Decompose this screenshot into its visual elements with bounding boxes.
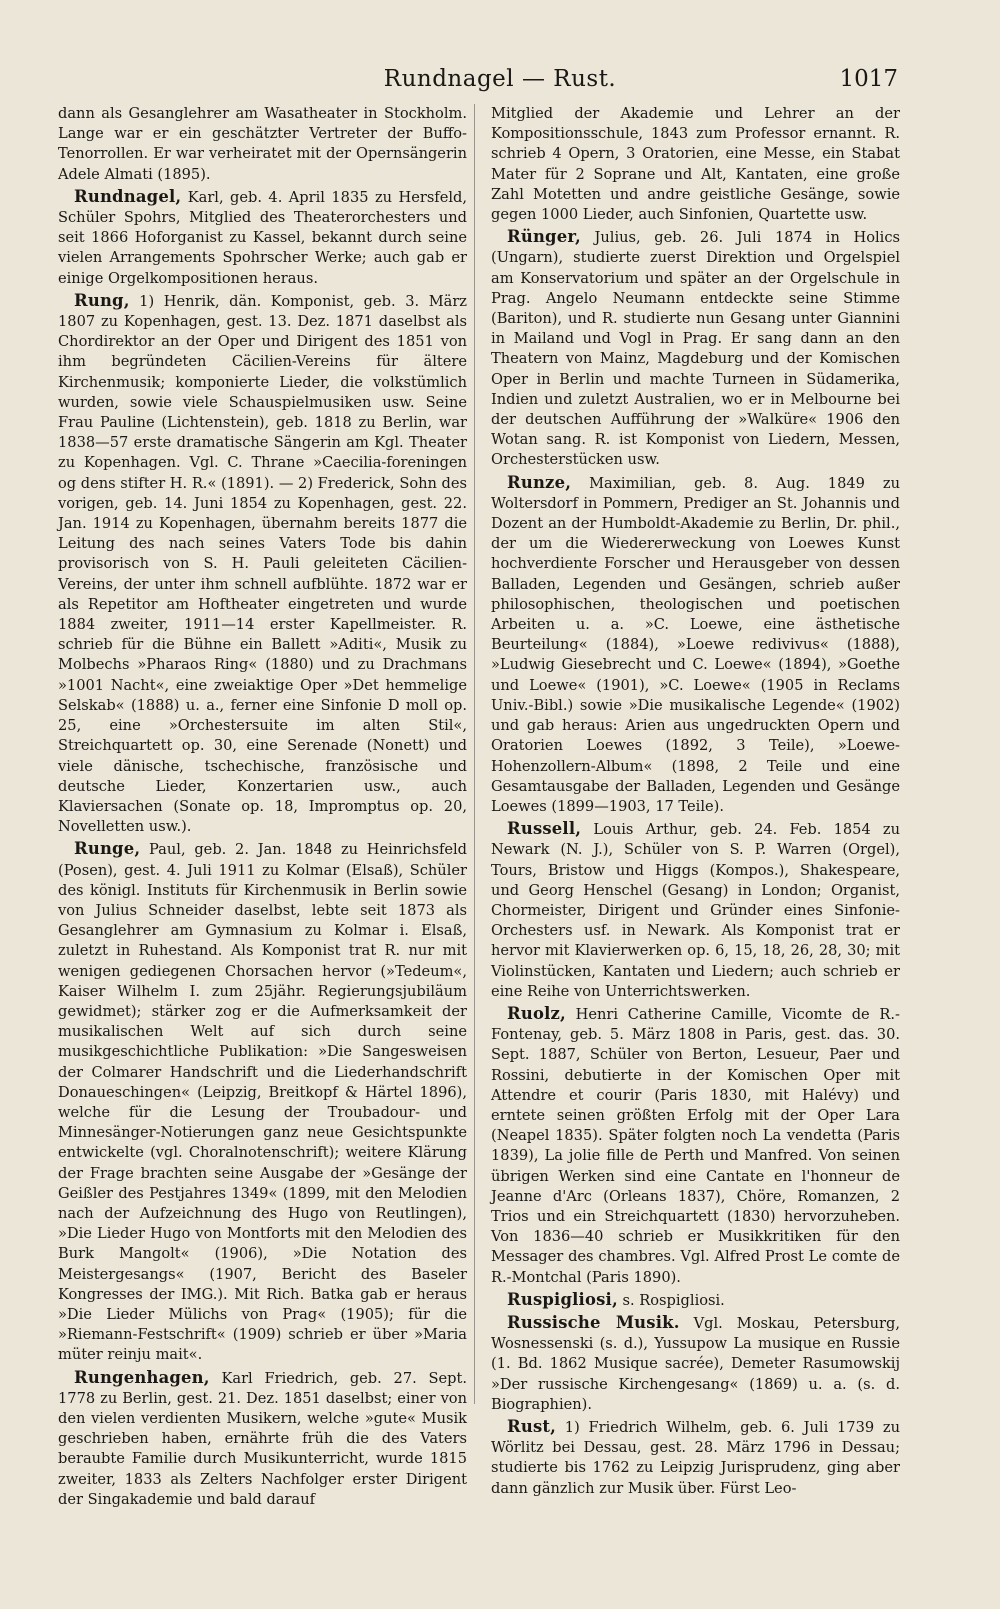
dictionary-entry: [491, 1290, 900, 1311]
right-column: [491, 104, 900, 1501]
dictionary-entry: [58, 291, 467, 837]
dictionary-entry: [491, 1417, 900, 1499]
dictionary-entry: [491, 104, 900, 225]
entry-headword: Ruspigliosi,: [507, 1289, 618, 1309]
entry-text: Karl, geb. 4. April 1835 zu Hersfeld, Schüler Spohrs, Mitglied des Theaterorchesters und seit 1866 Hoforganist zu Kassel, bekannt durch seine vielen Arrangements Spohrscher Werke; auch gab er einige Orgelkompositionen heraus.: [58, 188, 467, 287]
entry-headword: Rundnagel,: [74, 186, 182, 206]
entry-text: Maximilian, geb. 8. Aug. 1849 zu Woltersdorf in Pommern, Prediger an St. Johannis und Dozent an der Humboldt-Akademie zu Berlin, Dr. phil., der um die Wiedererweckung von Loewes Kunst hochverdiente Forscher und Herausgeber von dessen Balladen, Legenden und Gesängen, schrieb außer philosophischen, theologischen und poetischen Arbeiten u. a. »C. Loewe, eine ästhetische Beurteilung« (1884), »Loewe redivivus« (1888), »Ludwig Giesebrecht und C. Loewe« (1894), »Goethe und Loewe« (1901), »C. Loewe« (1905 in Reclams Univ.-Bibl.) sowie »Die musikalische Legende« (1902) und gab heraus: Arien aus ungedruckten Opern und Oratorien Loewes (1892, 3 Teile), »Loewe-Hohenzollern-Album« (1898, 2 Teile und eine Gesamtausgabe der Balladen, Legenden und Gesänge Loewes (1899—1903, 17 Teile).: [491, 474, 900, 815]
header-title: Rundnagel — Rust.: [383, 66, 617, 92]
entry-text: Julius, geb. 26. Juli 1874 in Holics (Ungarn), studierte zuerst Direktion und Orgelspiel am Konservatorium und später an der Orgelschule in Prag. Angelo Neumann entdeckte seine Stimme (Bariton), und R. studierte nun Gesang unter Giannini in Mailand und Vogl in Prag. Er sang dann an den Theatern von Mainz, Magdeburg und der Komischen Oper in Berlin und machte Turneen in Südamerika, Indien und zuletzt Australien, wo er in Melbourne bei der deutschen Aufführung der »Walküre« 1906 den Wotan sang. R. ist Komponist von Liedern, Messen, Orchesterstücken usw.: [491, 229, 900, 469]
dictionary-entry: [58, 1368, 467, 1510]
entry-text: Henri Catherine Camille, Vicomte de R.-Fontenay, geb. 5. März 1808 in Paris, gest. das. 30. Sept. 1887, Schüler von Berton, Lesueur, Paer und Rossini, debutierte in der Komischen Oper mit Attendre et courir (Paris 1830, mit Halévy) und erntete seinen größten Erfolg mit der Oper Lara (Neapel 1835). Später folgten noch La vendetta (Paris 1839), La jolie fille de Perth und Manfred. Von seinen übrigen Werken sind eine Cantate en l'honneur de Jeanne d'Arc (Orleans 1837), Chöre, Romanzen, 2 Trios und ein Streichquartett (1830) hervorzuheben. Von 1836—40 schrieb er Musikkritiken für den Messager des chambres. Vgl. Alfred Prost Le comte de R.-Montchal (Paris 1890).: [491, 1005, 900, 1286]
entry-headword: Rungenhagen,: [74, 1367, 210, 1387]
page-number: 1017: [839, 66, 898, 92]
dictionary-entry: [491, 819, 900, 1002]
entry-headword: Rust,: [507, 1417, 557, 1436]
entry-text: Paul, geb. 2. Jan. 1848 zu Heinrichsfeld (Posen), gest. 4. Juli 1911 zu Kolmar (Elsaß), Schüler des königl. Instituts für Kirchenmusik in Berlin sowie von Julius Schneider daselbst, lebte seit 1873 als Gesanglehrer am Gymnasium zu Kolmar i. Elsaß, zuletzt in Ruhestand. Als Komponist trat R. nur mit wenigen gediegenen Chorsachen hervor (»Tedeum«, Kaiser Wilhelm I. zum 25jähr. Regierungsjubiläum gewidmet); stärker zog er die Aufmerksamkeit der musikalischen Welt auf sich durch seine musikgeschichtliche Publikation: »Die Sangesweisen der Colmarer Handschrift und die Liederhandschrift Donaueschingen« (Leipzig, Breitkopf & Härtel 1896), welche für die Lesung der Troubadour- und Minnesänger-Notierungen ganz neue Gesichtspunkte entwickelte (vgl. Choralnotenschrift); weitere Klärung der Frage brachten seine Ausgabe der »Gesänge der Geißler des Pestjahres 1349« (1899, mit den Melodien nach der Aufzeichnung des Hugo von Reutlingen), »Die Lieder Hugo von Montforts mit den Melodien des Burk Mangolt« (1906), »Die Notation des Meistergesangs« (1907, Bericht des Baseler Kongresses der IMG.). Mit Rich. Batka gab er heraus »Die Lieder Mülichs von Prag« (1905); für die »Riemann-Festschrift« (1909) schrieb er über »Maria müter reinju mait«.: [58, 841, 467, 1364]
running-header: [0, 64, 1000, 104]
dictionary-entry: [491, 473, 900, 817]
entry-text: Mitglied der Akademie und Lehrer an der Kompositionsschule, 1843 zum Professor ernannt. R. schrieb 4 Opern, 3 Oratorien, eine Messe, ein Stabat Mater für 2 Soprane und Alt, Kantaten, eine große Zahl Motetten und andre geistliche Gesänge, sowie gegen 1000 Lieder, auch Sinfonien, Quartette usw.: [491, 105, 900, 224]
entry-headword: Rung,: [74, 290, 130, 310]
dictionary-entry: [491, 227, 900, 470]
column-divider: [474, 104, 475, 1404]
entry-headword: Runge,: [74, 839, 141, 859]
entry-headword: Ruolz,: [507, 1003, 566, 1023]
dictionary-entry: [58, 839, 467, 1365]
entry-headword: Russell,: [507, 819, 582, 839]
entry-text: 1) Henrik, dän. Komponist, geb. 3. März 1807 zu Kopenhagen, gest. 13. Dez. 1871 daselbst als Chordirektor an der Oper und Dirigent des 1851 von ihm begründeten Cäcilien-Vereins für ältere Kirchenmusik; komponierte Lieder, die volkstümlich wurden, sowie viele Schauspielmusiken usw. Seine Frau Pauline (Lichtenstein), geb. 1818 zu Berlin, war 1838—57 erste dramatische Sängerin am Kgl. Theater zu Kopenhagen. Vgl. C. Thrane »Caecilia-foreningen og dens stifter H. R.« (1891). — 2) Frederick, Sohn des vorigen, geb. 14. Juni 1854 zu Kopenhagen, gest. 22. Jan. 1914 zu Kopenhagen, übernahm bereits 1877 die Leitung des nach seines Vaters Tode bis dahin provisorisch von S. H. Pauli geleiteten Cäcilien-Vereins, der unter ihm schnell aufblühte. 1872 war er als Repetitor am Hoftheater eingetreten und wurde 1884 zweiter, 1911—14 erster Kapellmeister. R. schrieb für die Bühne ein Ballett »Aditi«, Musik zu Molbechs »Pharaos Ring« (1880) und zu Drachmans »1001 Nacht«, eine zweiaktige Oper »Det hemmelige Selskab« (1888) u. a., ferner eine Sinfonie D moll op. 25, eine »Orchestersuite im alten Stil«, Streichquartett op. 30, eine Serenade (Nonett) und viele dänische, tschechische, französische und deutsche Lieder, Konzertarien usw., auch Klaviersachen (Sonate op. 18, Impromptus op. 20, Novelletten usw.).: [58, 292, 468, 836]
entry-headword: Runze,: [507, 472, 572, 492]
dictionary-entry: [491, 1313, 900, 1415]
entry-headword: Russische Musik.: [507, 1312, 680, 1332]
left-column: [58, 104, 467, 1512]
entry-text: dann als Gesanglehrer am Wasatheater in Stockholm. Lange war er ein geschätzter Vertreter der Buffo-Tenorrollen. Er war verheiratet mit der Opernsängerin Adele Almati (1895).: [58, 105, 467, 183]
entry-text: 1) Friedrich Wilhelm, geb. 6. Juli 1739 zu Wörlitz bei Dessau, gest. 28. März 1796 in Dessau; studierte bis 1762 zu Leipzig Jurisprudenz, ging aber dann gänzlich zur Musik über. Fürst Leo-: [491, 1419, 900, 1497]
entry-text: Karl Friedrich, geb. 27. Sept. 1778 zu Berlin, gest. 21. Dez. 1851 daselbst; einer von den vielen verdienten Musikern, welche »gute« Musik geschrieben haben, ernährte früh die des Vaters beraubte Familie durch Musikunterricht, wurde 1815 zweiter, 1833 als Zelters Nachfolger erster Dirigent der Singakademie und bald darauf: [58, 1369, 467, 1508]
dictionary-entry: [58, 104, 467, 185]
entry-headword: Rünger,: [507, 227, 581, 247]
entry-text: Louis Arthur, geb. 24. Feb. 1854 zu Newark (N. J.), Schüler von S. P. Warren (Orgel), Tours, Bristow und Higgs (Kompos.), Shakespeare, und Georg Henschel (Gesang) in London; Organist, Chormeister, Dirigent und Gründer eines Sinfonie-Orchesters usf. in Newark. Als Komponist trat er hervor mit Klavierwerken op. 6, 15, 18, 26, 28, 30; mit Violinstücken, Kantaten und Liedern; auch schrieb er eine Reihe von Unterrichtswerken.: [491, 821, 900, 1000]
entry-text: Vgl. Moskau, Petersburg, Wosnessenski (s. d.), Yussupow La musique en Russie (1. Bd. 1862 Musique sacrée), Demeter Rasumowskij »Der russische Kirchengesang« (1869) u. a. (s. d. Biographien).: [491, 1314, 900, 1413]
dictionary-entry: [491, 1004, 900, 1288]
dictionary-entry: [58, 187, 467, 289]
entry-text: s. Rospigliosi.: [617, 1291, 725, 1309]
